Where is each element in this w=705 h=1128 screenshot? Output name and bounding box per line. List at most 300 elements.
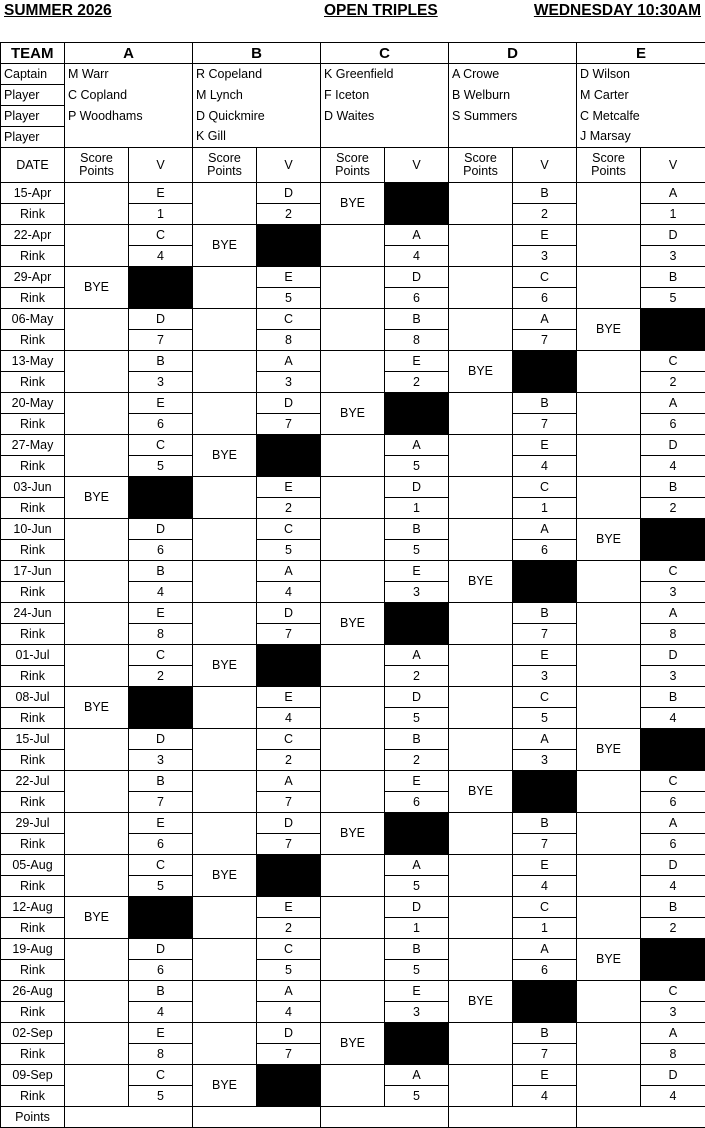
fixture-date: 09-Sep bbox=[1, 1065, 65, 1086]
score-points-cell bbox=[577, 435, 641, 477]
rink-number: 5 bbox=[513, 708, 577, 729]
score-points-cell bbox=[577, 645, 641, 687]
score-points-cell bbox=[577, 267, 641, 309]
fixture-row bbox=[1, 183, 705, 204]
fixture-date: 19-Aug bbox=[1, 939, 65, 960]
fixture-table bbox=[0, 42, 705, 1128]
opponent-cell: D bbox=[129, 309, 193, 330]
rink-label: Rink bbox=[1, 498, 65, 519]
roster-name bbox=[65, 127, 193, 148]
bye-blackout bbox=[385, 603, 449, 645]
opponent-cell: C bbox=[641, 771, 705, 792]
rink-number: 5 bbox=[641, 288, 705, 309]
opponent-cell: A bbox=[385, 435, 449, 456]
rink-number: 7 bbox=[513, 624, 577, 645]
bye-blackout bbox=[385, 1023, 449, 1065]
fixture-row bbox=[1, 1065, 705, 1086]
opponent-cell: D bbox=[129, 519, 193, 540]
fixture-date: 06-May bbox=[1, 309, 65, 330]
score-points-cell bbox=[321, 981, 385, 1023]
opponent-cell: E bbox=[385, 981, 449, 1002]
rink-number: 6 bbox=[641, 834, 705, 855]
roster-name: J Marsay bbox=[577, 127, 705, 148]
roster-name bbox=[321, 127, 449, 148]
score-points-cell bbox=[193, 393, 257, 435]
rink-label: Rink bbox=[1, 582, 65, 603]
roster-role: Player bbox=[1, 127, 65, 148]
rink-number: 7 bbox=[129, 792, 193, 813]
rink-number: 2 bbox=[641, 918, 705, 939]
fixture-row bbox=[1, 1023, 705, 1044]
opponent-cell: C bbox=[513, 897, 577, 918]
rink-number: 8 bbox=[385, 330, 449, 351]
roster-name: C Metcalfe bbox=[577, 106, 705, 127]
rink-number: 4 bbox=[385, 246, 449, 267]
score-points-cell bbox=[65, 645, 129, 687]
score-points-header: Score Points bbox=[65, 148, 129, 183]
rink-label: Rink bbox=[1, 456, 65, 477]
score-points-cell bbox=[449, 645, 513, 687]
opponent-cell: A bbox=[641, 813, 705, 834]
fixture-date: 26-Aug bbox=[1, 981, 65, 1002]
date-header: DATE bbox=[1, 148, 65, 183]
score-points-cell bbox=[321, 687, 385, 729]
fixture-date: 13-May bbox=[1, 351, 65, 372]
rink-label: Rink bbox=[1, 246, 65, 267]
fixture-date: 08-Jul bbox=[1, 687, 65, 708]
fixture-date: 29-Apr bbox=[1, 267, 65, 288]
rink-number: 6 bbox=[641, 792, 705, 813]
rink-number: 6 bbox=[513, 288, 577, 309]
rink-label: Rink bbox=[1, 834, 65, 855]
score-points-cell bbox=[449, 1065, 513, 1107]
score-points-cell bbox=[449, 855, 513, 897]
rink-label: Rink bbox=[1, 372, 65, 393]
score-points-cell bbox=[65, 1023, 129, 1065]
bye-blackout bbox=[641, 939, 705, 981]
roster-name: R Copeland bbox=[193, 64, 321, 85]
rink-number: 4 bbox=[257, 708, 321, 729]
score-points-cell bbox=[577, 897, 641, 939]
opponent-cell: B bbox=[385, 309, 449, 330]
opponent-cell: E bbox=[385, 771, 449, 792]
opponent-cell: A bbox=[257, 771, 321, 792]
bye-blackout bbox=[257, 225, 321, 267]
opponent-cell: A bbox=[513, 519, 577, 540]
fixture-date: 15-Jul bbox=[1, 729, 65, 750]
rink-label: Rink bbox=[1, 414, 65, 435]
opponent-cell: C bbox=[129, 225, 193, 246]
bye-label: BYE bbox=[321, 1023, 385, 1065]
opponent-cell: B bbox=[385, 939, 449, 960]
rink-number: 3 bbox=[257, 372, 321, 393]
bye-label: BYE bbox=[577, 519, 641, 561]
bye-blackout bbox=[129, 477, 193, 519]
opponent-cell: D bbox=[385, 897, 449, 918]
rink-number: 8 bbox=[257, 330, 321, 351]
fixture-date: 24-Jun bbox=[1, 603, 65, 624]
bye-blackout bbox=[513, 561, 577, 603]
rink-number: 5 bbox=[385, 1086, 449, 1107]
opponent-cell: A bbox=[641, 1023, 705, 1044]
rink-number: 6 bbox=[641, 414, 705, 435]
opponent-cell: C bbox=[641, 351, 705, 372]
score-points-cell bbox=[321, 477, 385, 519]
opponent-cell: E bbox=[513, 435, 577, 456]
opponent-cell: B bbox=[513, 813, 577, 834]
opponent-cell: D bbox=[641, 1065, 705, 1086]
opponent-cell: D bbox=[257, 1023, 321, 1044]
rink-number: 4 bbox=[641, 1086, 705, 1107]
fixture-date: 05-Aug bbox=[1, 855, 65, 876]
opponent-cell: C bbox=[129, 645, 193, 666]
rink-number: 5 bbox=[257, 960, 321, 981]
team-header-row bbox=[1, 43, 705, 64]
opponent-cell: B bbox=[385, 729, 449, 750]
bye-blackout bbox=[385, 393, 449, 435]
score-points-cell bbox=[577, 1065, 641, 1107]
score-points-cell bbox=[577, 225, 641, 267]
score-points-cell bbox=[193, 519, 257, 561]
day-time-title: WEDNESDAY 10:30AM bbox=[534, 2, 701, 20]
score-points-cell bbox=[65, 729, 129, 771]
bye-blackout bbox=[385, 813, 449, 855]
bye-label: BYE bbox=[577, 939, 641, 981]
roster-name: D Wilson bbox=[577, 64, 705, 85]
score-points-cell bbox=[449, 183, 513, 225]
score-points-cell bbox=[65, 603, 129, 645]
opponent-cell: E bbox=[257, 477, 321, 498]
title-row bbox=[0, 0, 705, 42]
rink-label: Rink bbox=[1, 1002, 65, 1023]
fixture-row bbox=[1, 309, 705, 330]
team-header-b: B bbox=[193, 43, 321, 64]
bye-label: BYE bbox=[449, 981, 513, 1023]
season-title: SUMMER 2026 bbox=[4, 2, 112, 20]
roster-name bbox=[449, 127, 577, 148]
opponent-cell: A bbox=[385, 855, 449, 876]
roster-row bbox=[1, 64, 705, 85]
bye-label: BYE bbox=[449, 771, 513, 813]
bye-label: BYE bbox=[321, 183, 385, 225]
points-total-cell bbox=[321, 1107, 449, 1128]
rink-label: Rink bbox=[1, 204, 65, 225]
score-points-cell bbox=[321, 267, 385, 309]
score-points-cell bbox=[449, 519, 513, 561]
opponent-cell: C bbox=[257, 939, 321, 960]
rink-number: 7 bbox=[129, 330, 193, 351]
rink-number: 1 bbox=[513, 918, 577, 939]
rink-number: 5 bbox=[129, 876, 193, 897]
rink-number: 5 bbox=[385, 540, 449, 561]
rink-number: 5 bbox=[257, 288, 321, 309]
bye-label: BYE bbox=[449, 351, 513, 393]
bye-label: BYE bbox=[321, 393, 385, 435]
opponent-cell: A bbox=[257, 561, 321, 582]
fixture-row bbox=[1, 435, 705, 456]
fixture-row bbox=[1, 855, 705, 876]
opponent-cell: C bbox=[257, 729, 321, 750]
score-points-cell bbox=[65, 351, 129, 393]
rink-number: 2 bbox=[641, 372, 705, 393]
score-points-cell bbox=[449, 687, 513, 729]
score-points-cell bbox=[577, 477, 641, 519]
rink-number: 1 bbox=[129, 204, 193, 225]
rink-number: 4 bbox=[513, 456, 577, 477]
rink-number: 8 bbox=[129, 1044, 193, 1065]
opponent-cell: B bbox=[641, 687, 705, 708]
opponent-cell: C bbox=[513, 477, 577, 498]
rink-label: Rink bbox=[1, 288, 65, 309]
rink-label: Rink bbox=[1, 624, 65, 645]
score-points-cell bbox=[193, 183, 257, 225]
fixture-row bbox=[1, 687, 705, 708]
opponent-cell: A bbox=[641, 603, 705, 624]
bye-label: BYE bbox=[193, 855, 257, 897]
bye-blackout bbox=[129, 687, 193, 729]
score-points-cell bbox=[65, 939, 129, 981]
rink-label: Rink bbox=[1, 540, 65, 561]
opponent-cell: D bbox=[385, 687, 449, 708]
opponent-cell: B bbox=[129, 351, 193, 372]
score-points-cell bbox=[193, 897, 257, 939]
v-header: V bbox=[641, 148, 705, 183]
fixture-row bbox=[1, 771, 705, 792]
roster-name: D Quickmire bbox=[193, 106, 321, 127]
fixture-row bbox=[1, 267, 705, 288]
fixture-row bbox=[1, 225, 705, 246]
rink-number: 8 bbox=[641, 624, 705, 645]
score-points-cell bbox=[577, 351, 641, 393]
opponent-cell: E bbox=[513, 645, 577, 666]
opponent-cell: E bbox=[385, 351, 449, 372]
score-points-cell bbox=[577, 183, 641, 225]
opponent-cell: A bbox=[513, 309, 577, 330]
opponent-cell: B bbox=[513, 1023, 577, 1044]
rink-number: 6 bbox=[129, 540, 193, 561]
score-points-cell bbox=[449, 813, 513, 855]
opponent-cell: B bbox=[129, 981, 193, 1002]
bye-blackout bbox=[385, 183, 449, 225]
rink-label: Rink bbox=[1, 666, 65, 687]
score-points-cell bbox=[449, 603, 513, 645]
score-points-cell bbox=[321, 1065, 385, 1107]
rink-number: 7 bbox=[513, 414, 577, 435]
bye-label: BYE bbox=[193, 225, 257, 267]
rink-label: Rink bbox=[1, 792, 65, 813]
score-points-cell bbox=[577, 981, 641, 1023]
score-points-header: Score Points bbox=[321, 148, 385, 183]
rink-number: 7 bbox=[257, 834, 321, 855]
score-points-cell bbox=[193, 981, 257, 1023]
rink-label: Rink bbox=[1, 960, 65, 981]
opponent-cell: A bbox=[385, 225, 449, 246]
rink-number: 5 bbox=[385, 876, 449, 897]
roster-name: M Warr bbox=[65, 64, 193, 85]
rink-number: 4 bbox=[129, 246, 193, 267]
roster-name: S Summers bbox=[449, 106, 577, 127]
score-points-cell bbox=[449, 309, 513, 351]
fixture-date: 10-Jun bbox=[1, 519, 65, 540]
v-header: V bbox=[513, 148, 577, 183]
opponent-cell: D bbox=[257, 813, 321, 834]
fixture-date: 15-Apr bbox=[1, 183, 65, 204]
score-points-cell bbox=[193, 351, 257, 393]
score-points-cell bbox=[193, 1023, 257, 1065]
score-points-cell bbox=[449, 477, 513, 519]
fixture-row bbox=[1, 519, 705, 540]
score-points-cell bbox=[577, 1023, 641, 1065]
opponent-cell: E bbox=[257, 897, 321, 918]
rink-number: 5 bbox=[385, 456, 449, 477]
points-label: Points bbox=[1, 1107, 65, 1128]
opponent-cell: C bbox=[129, 1065, 193, 1086]
opponent-cell: C bbox=[129, 435, 193, 456]
opponent-cell: A bbox=[641, 393, 705, 414]
opponent-cell: D bbox=[257, 603, 321, 624]
roster-name: A Crowe bbox=[449, 64, 577, 85]
roster-name: M Carter bbox=[577, 85, 705, 106]
bye-blackout bbox=[129, 897, 193, 939]
rink-label: Rink bbox=[1, 708, 65, 729]
opponent-cell: E bbox=[129, 603, 193, 624]
fixture-row bbox=[1, 813, 705, 834]
fixture-date: 12-Aug bbox=[1, 897, 65, 918]
rink-number: 4 bbox=[257, 1002, 321, 1023]
rink-number: 2 bbox=[385, 750, 449, 771]
rink-number: 1 bbox=[385, 498, 449, 519]
score-points-header: Score Points bbox=[449, 148, 513, 183]
score-points-cell bbox=[193, 309, 257, 351]
score-points-cell bbox=[65, 225, 129, 267]
score-points-cell bbox=[65, 393, 129, 435]
opponent-cell: A bbox=[513, 939, 577, 960]
opponent-cell: E bbox=[513, 225, 577, 246]
opponent-cell: C bbox=[513, 687, 577, 708]
rink-number: 6 bbox=[129, 960, 193, 981]
score-points-cell bbox=[65, 813, 129, 855]
team-header-c: C bbox=[321, 43, 449, 64]
fixture-date: 29-Jul bbox=[1, 813, 65, 834]
competition-title: OPEN TRIPLES bbox=[324, 2, 438, 20]
bye-label: BYE bbox=[65, 267, 129, 309]
fixture-date: 03-Jun bbox=[1, 477, 65, 498]
score-points-cell bbox=[193, 813, 257, 855]
v-header: V bbox=[129, 148, 193, 183]
opponent-cell: D bbox=[641, 645, 705, 666]
score-points-cell bbox=[577, 687, 641, 729]
points-row bbox=[1, 1107, 705, 1128]
score-points-cell bbox=[193, 603, 257, 645]
rink-number: 5 bbox=[129, 1086, 193, 1107]
bye-label: BYE bbox=[577, 309, 641, 351]
bye-label: BYE bbox=[193, 1065, 257, 1107]
opponent-cell: C bbox=[641, 981, 705, 1002]
rink-number: 2 bbox=[385, 372, 449, 393]
score-points-cell bbox=[321, 519, 385, 561]
rink-number: 6 bbox=[129, 834, 193, 855]
score-points-cell bbox=[449, 435, 513, 477]
opponent-cell: D bbox=[641, 855, 705, 876]
column-subheader-row bbox=[1, 148, 705, 183]
bye-label: BYE bbox=[321, 813, 385, 855]
opponent-cell: B bbox=[513, 393, 577, 414]
fixture-date: 01-Jul bbox=[1, 645, 65, 666]
opponent-cell: D bbox=[385, 267, 449, 288]
rink-number: 3 bbox=[641, 246, 705, 267]
score-points-cell bbox=[321, 729, 385, 771]
points-total-cell bbox=[449, 1107, 577, 1128]
score-points-header: Score Points bbox=[577, 148, 641, 183]
opponent-cell: B bbox=[513, 183, 577, 204]
rink-number: 6 bbox=[513, 960, 577, 981]
opponent-cell: C bbox=[257, 309, 321, 330]
team-header-d: D bbox=[449, 43, 577, 64]
opponent-cell: D bbox=[257, 393, 321, 414]
team-header-e: E bbox=[577, 43, 705, 64]
bye-label: BYE bbox=[65, 687, 129, 729]
rink-number: 7 bbox=[257, 1044, 321, 1065]
roster-row bbox=[1, 127, 705, 148]
score-points-cell bbox=[577, 603, 641, 645]
bye-blackout bbox=[257, 435, 321, 477]
rink-label: Rink bbox=[1, 750, 65, 771]
score-points-cell bbox=[65, 519, 129, 561]
fixture-row bbox=[1, 393, 705, 414]
roster-role: Player bbox=[1, 85, 65, 106]
rink-number: 8 bbox=[641, 1044, 705, 1065]
rink-label: Rink bbox=[1, 1044, 65, 1065]
rink-number: 5 bbox=[385, 960, 449, 981]
rink-number: 1 bbox=[385, 918, 449, 939]
roster-role: Player bbox=[1, 106, 65, 127]
score-points-cell bbox=[321, 351, 385, 393]
fixture-date: 22-Apr bbox=[1, 225, 65, 246]
rink-number: 2 bbox=[257, 204, 321, 225]
rink-number: 4 bbox=[641, 708, 705, 729]
points-total-cell bbox=[577, 1107, 705, 1128]
score-points-cell bbox=[193, 729, 257, 771]
roster-name: P Woodhams bbox=[65, 106, 193, 127]
score-points-cell bbox=[321, 771, 385, 813]
rink-number: 7 bbox=[257, 792, 321, 813]
rink-number: 4 bbox=[129, 582, 193, 603]
rink-number: 1 bbox=[641, 204, 705, 225]
opponent-cell: B bbox=[129, 771, 193, 792]
rink-number: 3 bbox=[641, 666, 705, 687]
fixture-row bbox=[1, 603, 705, 624]
fixture-date: 17-Jun bbox=[1, 561, 65, 582]
score-points-cell bbox=[321, 561, 385, 603]
rink-number: 4 bbox=[257, 582, 321, 603]
opponent-cell: B bbox=[641, 897, 705, 918]
opponent-cell: B bbox=[641, 267, 705, 288]
bye-blackout bbox=[641, 729, 705, 771]
opponent-cell: A bbox=[257, 351, 321, 372]
roster-name: D Waites bbox=[321, 106, 449, 127]
v-header: V bbox=[257, 148, 321, 183]
fixture-row bbox=[1, 561, 705, 582]
points-total-cell bbox=[65, 1107, 193, 1128]
opponent-cell: E bbox=[129, 813, 193, 834]
rink-number: 3 bbox=[385, 582, 449, 603]
roster-role: Captain bbox=[1, 64, 65, 85]
opponent-cell: E bbox=[129, 393, 193, 414]
rink-number: 7 bbox=[257, 624, 321, 645]
bye-label: BYE bbox=[193, 645, 257, 687]
score-points-cell bbox=[65, 981, 129, 1023]
rink-number: 3 bbox=[641, 1002, 705, 1023]
